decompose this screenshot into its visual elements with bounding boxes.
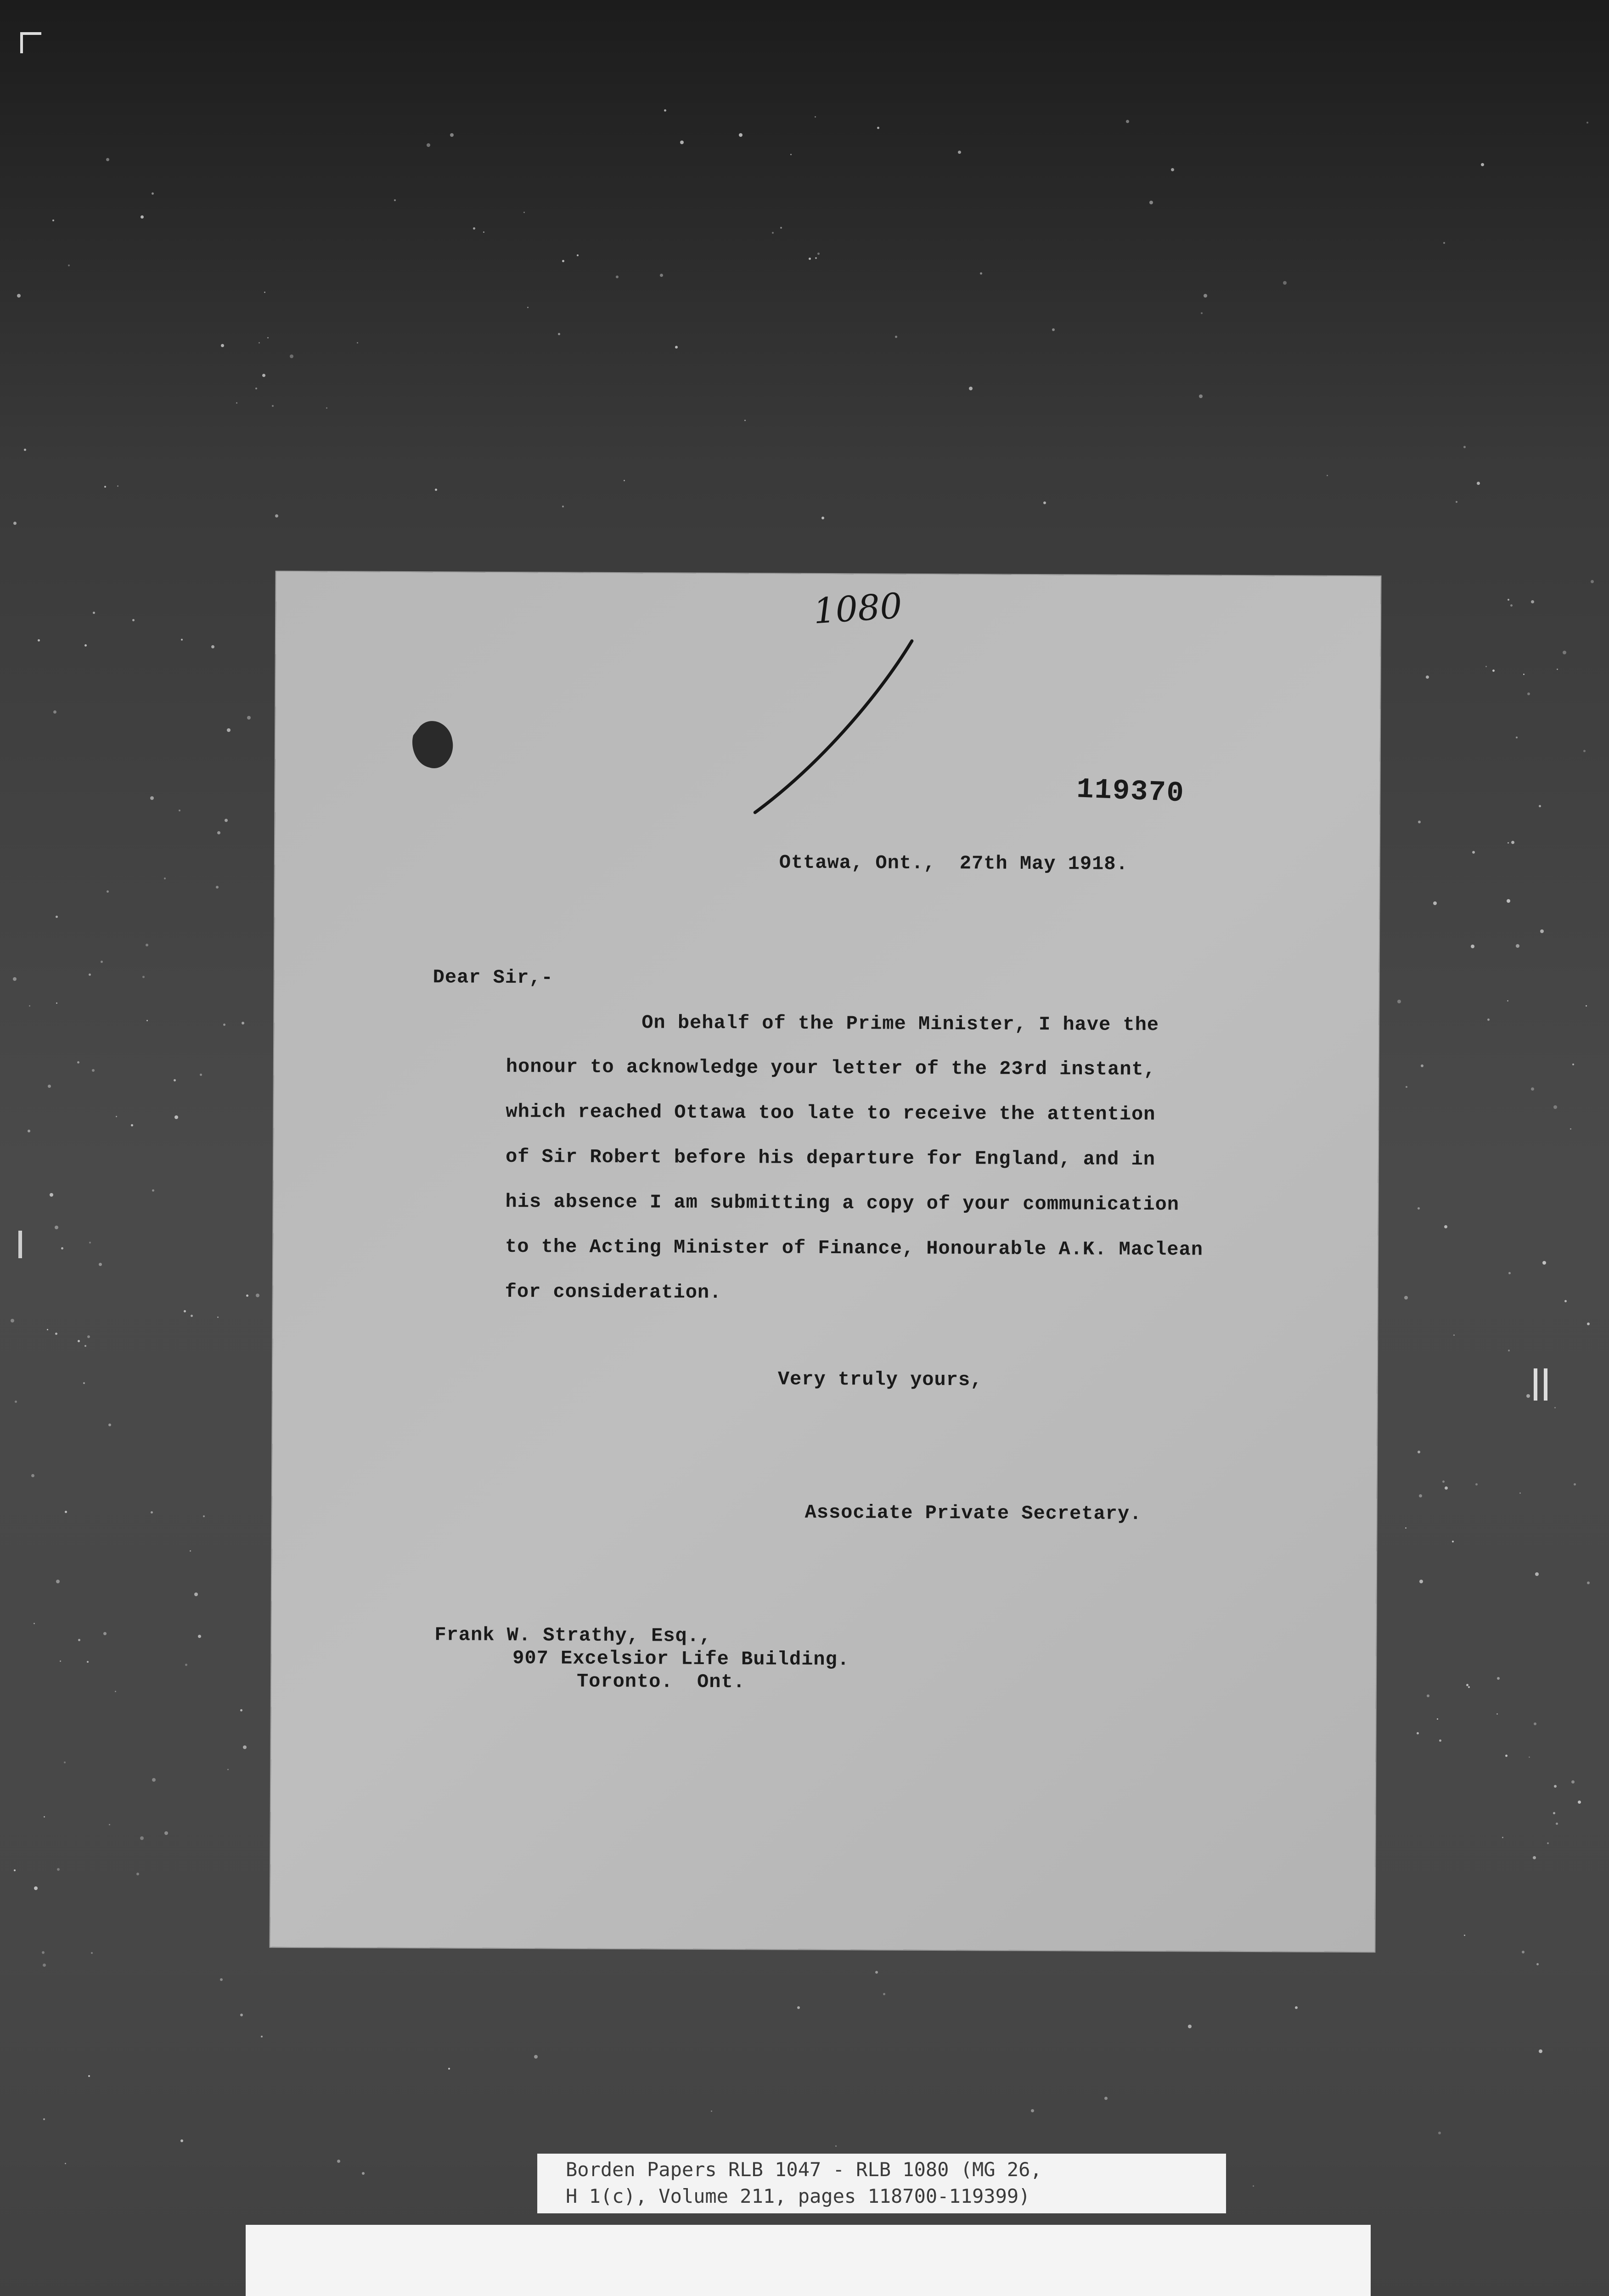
film-speck — [1556, 1823, 1558, 1825]
film-speck — [87, 1661, 89, 1663]
handwritten-file-number: 1080 — [812, 585, 904, 632]
film-speck — [56, 1002, 57, 1004]
film-speck — [104, 486, 106, 488]
film-speck — [246, 1294, 248, 1297]
film-speck — [13, 977, 17, 981]
film-speck — [1507, 899, 1510, 903]
ink-blot — [406, 715, 462, 775]
film-speck — [664, 109, 666, 112]
film-speck — [77, 1061, 79, 1064]
film-speck — [815, 116, 816, 118]
film-speck — [1104, 2097, 1108, 2100]
film-speck — [11, 1319, 14, 1322]
film-speck — [616, 276, 619, 278]
body-line: for consideration. — [505, 1280, 722, 1304]
film-speck — [1553, 1812, 1555, 1814]
film-speck — [60, 1660, 61, 1662]
film-speck — [55, 1226, 58, 1229]
film-speck — [1442, 1480, 1445, 1483]
film-speck — [262, 374, 265, 377]
film-speck — [780, 227, 782, 229]
film-speck — [1433, 901, 1437, 905]
film-speck — [107, 890, 109, 893]
film-speck — [1554, 1407, 1556, 1408]
film-speck — [1452, 1541, 1454, 1542]
film-speck — [1563, 651, 1566, 654]
film-speck — [272, 405, 274, 407]
film-speck — [1508, 1350, 1510, 1351]
film-speck — [1574, 1483, 1576, 1486]
film-speck — [42, 1951, 45, 1954]
film-speck — [1295, 2006, 1298, 2009]
film-speck — [56, 916, 58, 918]
film-speck — [1542, 1261, 1546, 1265]
film-speck — [1523, 674, 1525, 675]
film-speck — [1485, 666, 1487, 667]
film-speck — [448, 2068, 450, 2070]
film-speck — [969, 387, 973, 390]
film-speck — [1502, 1837, 1503, 1838]
film-speck — [1406, 1086, 1407, 1088]
film-speck — [152, 1778, 156, 1782]
film-speck — [1553, 1105, 1557, 1109]
film-speck — [1443, 242, 1445, 244]
film-speck — [44, 1816, 45, 1818]
film-speck — [267, 337, 269, 338]
film-speck — [152, 192, 154, 195]
film-speck — [91, 1952, 93, 1954]
film-speck — [980, 272, 982, 275]
film-speck — [88, 2075, 90, 2077]
film-speck — [64, 1761, 66, 1763]
film-speck — [1508, 599, 1509, 601]
film-speck — [221, 344, 224, 347]
film-speck — [1496, 1713, 1498, 1715]
film-speck — [1492, 670, 1495, 672]
film-speck — [875, 1971, 878, 1974]
film-speck — [240, 2014, 243, 2016]
film-speck — [1327, 475, 1328, 476]
film-speck — [815, 257, 817, 259]
film-speck — [191, 1315, 193, 1317]
film-speck — [1171, 168, 1174, 171]
film-speck — [534, 2055, 538, 2059]
film-speck — [357, 342, 358, 343]
film-edge-marks — [1534, 1368, 1552, 1410]
recipient-street: 907 Excelsior Life Building. — [512, 1647, 850, 1671]
film-speck — [394, 199, 396, 201]
film-speck — [577, 254, 579, 256]
film-speck — [146, 1020, 148, 1021]
film-speck — [68, 264, 70, 266]
film-speck — [1583, 750, 1586, 752]
film-speck — [624, 480, 625, 481]
film-speck — [55, 1333, 57, 1335]
body-line: his absence I am submitting a copy of your communication — [505, 1190, 1180, 1216]
film-speck — [83, 1382, 85, 1384]
film-speck — [1586, 122, 1588, 124]
film-speck — [38, 639, 40, 642]
film-speck — [181, 639, 183, 641]
film-speck — [15, 1401, 17, 1403]
film-speck — [1539, 2049, 1542, 2053]
film-speck — [1531, 1087, 1534, 1091]
film-speck — [115, 1691, 116, 1692]
film-speck — [1418, 1207, 1420, 1210]
film-speck — [558, 333, 560, 335]
film-speck — [151, 1511, 153, 1514]
film-speck — [1516, 737, 1518, 738]
film-speck — [217, 1317, 219, 1318]
film-speck — [797, 2006, 800, 2009]
film-speck — [435, 489, 437, 491]
film-speck — [1419, 1580, 1423, 1583]
film-speck — [198, 1635, 201, 1638]
film-speck — [1464, 1935, 1465, 1936]
film-speck — [259, 342, 260, 343]
film-speck — [895, 336, 897, 338]
film-speck — [142, 976, 145, 978]
film-speck — [1397, 1000, 1401, 1003]
film-speck — [48, 1085, 51, 1088]
film-speck — [13, 522, 17, 525]
film-speck — [1529, 1756, 1530, 1758]
film-speck — [24, 449, 26, 451]
film-speck — [31, 1474, 34, 1477]
film-speck — [1527, 692, 1530, 695]
film-speck — [223, 1024, 225, 1026]
archive-card — [246, 2225, 1371, 2296]
film-speck — [1534, 1722, 1536, 1725]
film-speck — [883, 1993, 885, 1995]
film-speck — [1505, 1755, 1508, 1757]
salutation: Dear Sir,- — [433, 966, 553, 989]
film-speck — [225, 819, 228, 822]
film-speck — [660, 274, 663, 277]
film-speck — [47, 1329, 48, 1330]
film-speck — [527, 307, 529, 308]
film-speck — [1439, 1739, 1441, 1742]
film-speck — [1468, 1686, 1470, 1688]
film-speck — [1510, 604, 1513, 607]
film-speck — [240, 1709, 242, 1711]
handwritten-stroke — [270, 572, 1380, 1952]
film-speck — [817, 253, 820, 255]
film-speck — [1444, 1225, 1447, 1228]
film-speck — [141, 215, 144, 219]
reference-line: H 1(c), Volume 211, pages 118700-119399) — [566, 2185, 1030, 2207]
film-speck — [34, 1623, 35, 1624]
film-speck — [185, 1664, 187, 1666]
film-speck — [140, 1836, 144, 1840]
film-speck — [184, 1310, 186, 1312]
film-speck — [1418, 1451, 1420, 1453]
film-speck — [1445, 1486, 1448, 1490]
film-speck — [43, 2118, 45, 2120]
film-speck — [116, 1116, 117, 1117]
body-line: to the Acting Minister of Finance, Honourable A.K. Maclean — [505, 1235, 1204, 1261]
film-speck — [164, 878, 166, 879]
film-speck — [1481, 163, 1484, 166]
film-speck — [261, 2036, 263, 2037]
film-speck — [1404, 1296, 1408, 1300]
film-speck — [1438, 2132, 1441, 2134]
film-speck — [17, 294, 21, 298]
film-speck — [89, 974, 91, 976]
film-speck — [473, 227, 475, 230]
film-speck — [61, 1247, 63, 1249]
film-speck — [56, 1580, 60, 1583]
film-speck — [1149, 201, 1153, 204]
film-speck — [1536, 1963, 1539, 1965]
film-speck — [194, 1593, 198, 1596]
film-speck — [675, 346, 678, 349]
film-speck — [1526, 1394, 1530, 1398]
archive-stamp-number: 119370 — [1076, 773, 1186, 810]
film-speck — [180, 2139, 183, 2142]
film-speck — [220, 1978, 223, 1981]
film-speck — [106, 158, 109, 161]
film-speck — [562, 260, 564, 262]
film-speck — [53, 710, 56, 714]
film-speck — [150, 796, 154, 800]
film-speck — [78, 1340, 80, 1342]
film-speck — [1475, 1483, 1478, 1486]
film-corner-mark — [20, 32, 41, 53]
film-speck — [1253, 2185, 1254, 2187]
film-speck — [264, 292, 265, 293]
film-speck — [65, 1511, 67, 1513]
film-speck — [809, 258, 811, 260]
film-speck — [43, 1964, 46, 1967]
film-speck — [835, 2145, 837, 2147]
film-speck — [1586, 1005, 1587, 1007]
film-speck — [1547, 1842, 1549, 1844]
film-speck — [1421, 1064, 1423, 1067]
film-speck — [1437, 1718, 1438, 1720]
film-speck — [337, 2160, 340, 2163]
film-speck — [243, 1745, 247, 1749]
film-speck — [1405, 1527, 1406, 1529]
film-speck — [1031, 2109, 1034, 2112]
film-speck — [256, 1294, 259, 1297]
body-line: honour to acknowledge your letter of the 23rd instant, — [506, 1055, 1156, 1081]
film-speck — [236, 402, 237, 404]
film-speck — [1283, 281, 1287, 285]
film-speck — [101, 961, 103, 963]
film-speck — [1571, 1780, 1575, 1784]
film-speck — [1419, 1494, 1422, 1497]
film-speck — [227, 1769, 229, 1770]
film-speck — [1204, 294, 1207, 298]
body-line: of Sir Robert before his departure for England, and in — [505, 1145, 1156, 1171]
closing: Very truly yours, — [777, 1368, 983, 1391]
recipient-city: Toronto. Ont. — [576, 1670, 745, 1694]
film-speck — [57, 1868, 60, 1871]
film-speck — [242, 1022, 244, 1024]
film-speck — [1508, 1272, 1511, 1274]
film-speck — [1043, 501, 1046, 504]
film-speck — [1587, 1581, 1590, 1584]
film-speck — [562, 506, 564, 507]
film-speck — [89, 1242, 91, 1244]
film-speck — [146, 944, 148, 946]
film-speck — [34, 1886, 38, 1890]
film-speck — [164, 1831, 168, 1835]
film-speck — [52, 219, 54, 221]
film-speck — [132, 619, 135, 621]
film-speck — [523, 212, 525, 213]
film-speck — [217, 831, 220, 834]
film-speck — [711, 2110, 712, 2112]
film-speck — [427, 143, 430, 147]
film-speck — [131, 1124, 133, 1126]
film-speck — [877, 127, 879, 129]
film-speck — [108, 1424, 111, 1426]
film-speck — [255, 388, 257, 389]
film-speck — [290, 355, 293, 358]
film-speck — [1417, 1732, 1419, 1734]
film-speck — [203, 1515, 205, 1517]
film-edge-mark — [18, 1231, 22, 1258]
film-speck — [247, 716, 251, 720]
film-speck — [1570, 1128, 1571, 1130]
recipient-name: Frank W. Strathy, Esq., — [434, 1624, 712, 1647]
place-date: Ottawa, Ont., 27th May 1918. — [779, 851, 1128, 875]
film-speck — [1539, 805, 1541, 807]
film-speck — [1578, 1801, 1581, 1804]
film-speck — [227, 728, 231, 732]
film-speck — [1533, 1856, 1536, 1859]
film-speck — [1531, 600, 1534, 603]
film-speck — [1564, 1300, 1567, 1302]
film-speck — [326, 407, 327, 409]
film-speck — [87, 1335, 90, 1338]
letter-page — [270, 572, 1380, 1952]
film-speck — [1471, 945, 1474, 948]
film-speck — [1519, 1492, 1521, 1494]
film-speck — [1052, 328, 1055, 331]
film-speck — [50, 1193, 53, 1197]
film-speck — [772, 232, 774, 234]
film-speck — [179, 810, 180, 811]
film-speck — [84, 1345, 86, 1347]
film-speck — [1188, 2025, 1192, 2028]
film-speck — [1126, 120, 1129, 123]
reference-line: Borden Papers RLB 1047 - RLB 1080 (MG 26, — [566, 2158, 1042, 2181]
film-speck — [1497, 1677, 1500, 1680]
film-speck — [1522, 1951, 1525, 1953]
reference-label — [537, 2154, 1226, 2213]
film-speck — [1507, 1000, 1508, 1002]
film-speck — [92, 1069, 95, 1072]
film-speck — [174, 1079, 176, 1081]
film-speck — [680, 141, 684, 144]
film-speck — [1418, 821, 1421, 823]
film-speck — [14, 1869, 16, 1871]
film-speck — [28, 1130, 30, 1132]
film-speck — [1587, 1322, 1590, 1325]
film-speck — [1427, 1694, 1429, 1697]
film-speck — [78, 1639, 80, 1641]
film-speck — [1554, 1785, 1557, 1788]
film-speck — [275, 514, 278, 518]
signature-title: Associate Private Secretary. — [804, 1501, 1142, 1525]
body-line: which reached Ottawa too late to receive the attention — [506, 1100, 1156, 1126]
film-speck — [821, 517, 824, 519]
film-speck — [1463, 446, 1466, 448]
film-speck — [483, 231, 484, 233]
film-speck — [1508, 842, 1509, 844]
film-speck — [93, 612, 95, 614]
film-speck — [1540, 929, 1544, 933]
film-speck — [1453, 1334, 1455, 1336]
film-speck — [84, 644, 87, 647]
film-speck — [109, 1824, 110, 1825]
film-speck — [739, 133, 743, 137]
film-speck — [211, 645, 214, 648]
film-speck — [1456, 501, 1457, 503]
film-speck — [152, 1189, 154, 1192]
film-speck — [1426, 675, 1429, 679]
film-speck — [1472, 851, 1475, 854]
film-speck — [1535, 1572, 1539, 1576]
film-speck — [216, 886, 219, 889]
film-speck — [1477, 482, 1480, 485]
film-speck — [174, 1115, 178, 1119]
film-speck — [790, 154, 792, 155]
film-speck — [190, 1550, 191, 1552]
film-speck — [744, 420, 746, 421]
film-speck — [362, 2172, 365, 2175]
film-speck — [1511, 841, 1514, 844]
film-speck — [1201, 312, 1203, 314]
film-speck — [1572, 1064, 1574, 1065]
film-speck — [200, 1074, 202, 1076]
film-speck — [117, 485, 118, 487]
body-line: On behalf of the Prime Minister, I have the — [641, 1012, 1159, 1036]
film-speck — [65, 2163, 66, 2164]
film-speck — [136, 1873, 139, 1875]
film-speck — [1516, 944, 1519, 948]
film-speck — [29, 1005, 30, 1007]
film-speck — [103, 1632, 107, 1635]
film-speck — [99, 1263, 102, 1266]
film-speck — [1199, 394, 1203, 398]
film-speck — [958, 151, 961, 154]
film-speck — [450, 133, 454, 137]
film-speck — [1591, 580, 1594, 583]
film-speck — [1487, 1019, 1490, 1021]
film-speck — [1557, 669, 1558, 670]
